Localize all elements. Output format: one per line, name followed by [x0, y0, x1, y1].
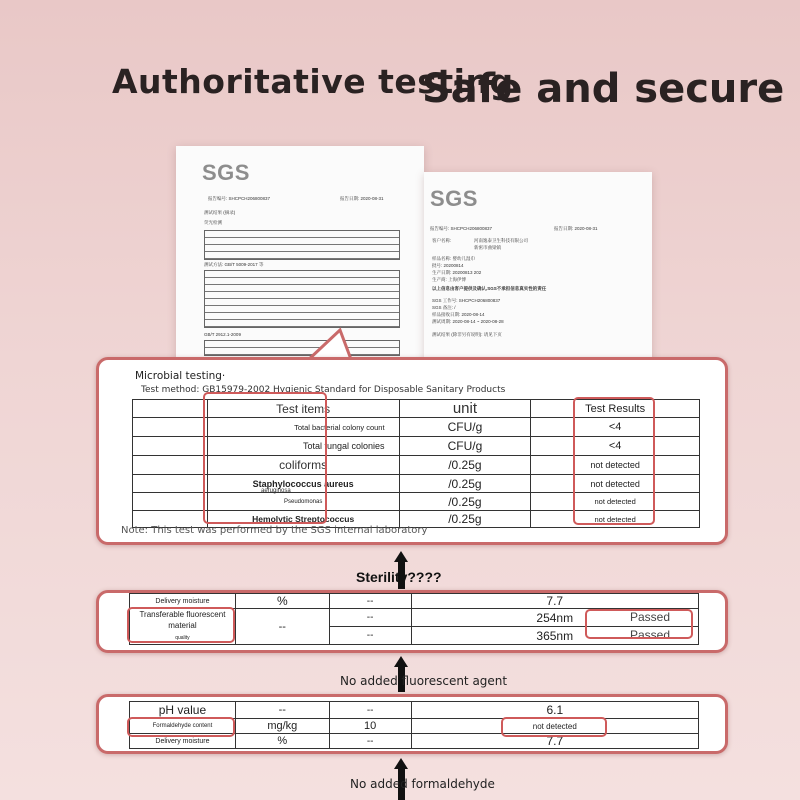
row-method: --	[329, 594, 411, 609]
headline-authoritative-testing: Authoritative testing	[112, 62, 514, 101]
highlight-not-detected	[501, 717, 607, 737]
certificate-line: 荧光检测	[204, 220, 222, 225]
row-item: Staphylococcus aureus	[207, 475, 399, 493]
fluorescent-item-label: Transferable fluorescent material	[139, 610, 226, 630]
microbial-title: Microbial testing·	[135, 370, 226, 382]
arrow-up-icon	[394, 551, 408, 562]
certificate-report-number: 报告编号: SHCPCH206800837	[430, 226, 493, 231]
row-unit: CFU/g	[399, 418, 531, 437]
row-method: --	[329, 702, 411, 719]
row-unit: /0.25g	[399, 475, 531, 493]
caption-no-fluorescent: No added fluorescent agent	[340, 674, 508, 688]
certificate-line: 样品接收日期: 2020-08-14	[432, 312, 485, 317]
fluorescent-agent-panel	[96, 590, 728, 653]
certificate-line: 批号: 20200814	[432, 263, 464, 268]
microbial-test-method: Test method: GB15979-2002 Hygienic Standard for Disposable Sanitary Products	[141, 385, 506, 395]
sgs-logo: SGS	[202, 160, 250, 185]
row-result: not detected	[411, 719, 698, 734]
row-item: pH value	[130, 702, 236, 719]
certificate-line: 以上信息由客户提供及确认,SGS不承担信息真实性的责任	[432, 286, 547, 291]
row-unit: %	[235, 594, 329, 609]
row-item: Delivery moisture	[130, 594, 236, 609]
row-unit: CFU/g	[399, 437, 531, 456]
row-unit: /0.25g	[399, 493, 531, 511]
row-method: --	[329, 609, 411, 627]
certificate-line: 测试结果 (摘录)	[204, 210, 236, 215]
row-item: Delivery moisture	[130, 734, 236, 749]
highlight-test-results	[573, 397, 655, 525]
sgs-logo: SGS	[430, 186, 478, 211]
row-wavelength: 254nm	[536, 610, 574, 625]
highlight-fluorescent-item	[127, 607, 235, 643]
certificate-line: 生产日期: 20200813 202	[432, 270, 482, 275]
formaldehyde-panel	[96, 694, 728, 754]
row-item: coliforms	[207, 456, 399, 475]
header-test-results: Test Results	[531, 400, 700, 418]
row-method: 10	[329, 719, 411, 734]
certificate-line: 河南逸泰卫生科技有限公司	[474, 238, 528, 243]
row-unit: /0.25g	[399, 511, 531, 528]
certificate-line: 新密市曲梁镇	[474, 245, 501, 250]
header-unit: unit	[399, 400, 531, 418]
certificate-mini-table	[204, 270, 400, 328]
table-row	[130, 702, 699, 719]
highlight-test-items	[203, 392, 327, 524]
highlight-formaldehyde-item	[127, 717, 235, 737]
row-item: Formaldehyde content	[130, 719, 236, 734]
row-unit: --	[235, 702, 329, 719]
row-result: 7.7	[411, 594, 698, 609]
certificate-line: 测试方法: GB/T 5009-2017 等	[204, 262, 264, 267]
certificate-line: 测试周期: 2020-08-14 ~ 2020-08-28	[432, 319, 504, 324]
headline-safe-and-secure: Safe and secure	[422, 66, 785, 112]
pseudomonas-second-line: aeruginosa	[261, 488, 291, 494]
row-method: --	[329, 627, 411, 645]
row-unit: /0.25g	[399, 456, 531, 475]
fluorescent-item-sub: quality	[175, 635, 190, 641]
row-unit: mg/kg	[235, 719, 329, 734]
row-item: Pseudomonas	[207, 493, 399, 511]
row-result: not detected	[531, 511, 700, 528]
certificate-line: GB/T 2912.1-2009	[204, 332, 241, 337]
row-unit: %	[235, 734, 329, 749]
row-item: Total bacterial colony count	[207, 418, 399, 437]
certificate-line: 生产商: 上海伊博	[432, 277, 466, 282]
row-result: <4	[531, 437, 700, 456]
certificate-line: SGS 工作号: SHCPCH206800837	[432, 298, 501, 303]
certificate-report-number: 报告编号: SHCPCH206800837	[208, 196, 271, 201]
row-result: 7.7	[411, 734, 698, 749]
row-wavelength: 365nm	[536, 628, 574, 643]
microbial-testing-panel	[96, 357, 728, 545]
certificate-line: 样品名称: 婴幼儿湿巾	[432, 256, 475, 261]
certificate-line: 测试结果 (除非另有说明): 请见下页	[432, 332, 502, 337]
row-item: Total fungal colonies	[207, 437, 399, 456]
row-status: Passed	[629, 628, 670, 642]
highlight-passed	[585, 609, 693, 639]
row-status: Passed	[629, 610, 670, 624]
sterility-label: Sterility????	[356, 569, 442, 585]
sgs-certificate-page-2	[424, 172, 652, 372]
row-method: --	[329, 734, 411, 749]
certificate-line: SGS 备注: /	[432, 305, 456, 310]
certificate-mini-table	[204, 230, 400, 260]
certificate-date: 报告日期: 2020-08-31	[554, 226, 598, 231]
certificate-line: 客户名称:	[432, 238, 452, 243]
row-result: not detected	[531, 456, 700, 475]
row-unit: --	[235, 609, 329, 645]
row-item: Hemolytic Streptococcus	[207, 511, 399, 528]
header-test-items: Test items	[207, 400, 399, 418]
row-result: not detected	[531, 475, 700, 493]
row-result: not detected	[531, 493, 700, 511]
row-result: 6.1	[411, 702, 698, 719]
certificate-date: 报告日期: 2020-08-31	[340, 196, 384, 201]
microbial-note: Note: This test was performed by the SGS internal laboratory	[121, 525, 428, 536]
arrow-up-icon	[394, 758, 408, 769]
arrow-up-icon	[394, 656, 408, 667]
row-result: <4	[531, 418, 700, 437]
caption-no-formaldehyde: No added formaldehyde	[350, 777, 495, 791]
